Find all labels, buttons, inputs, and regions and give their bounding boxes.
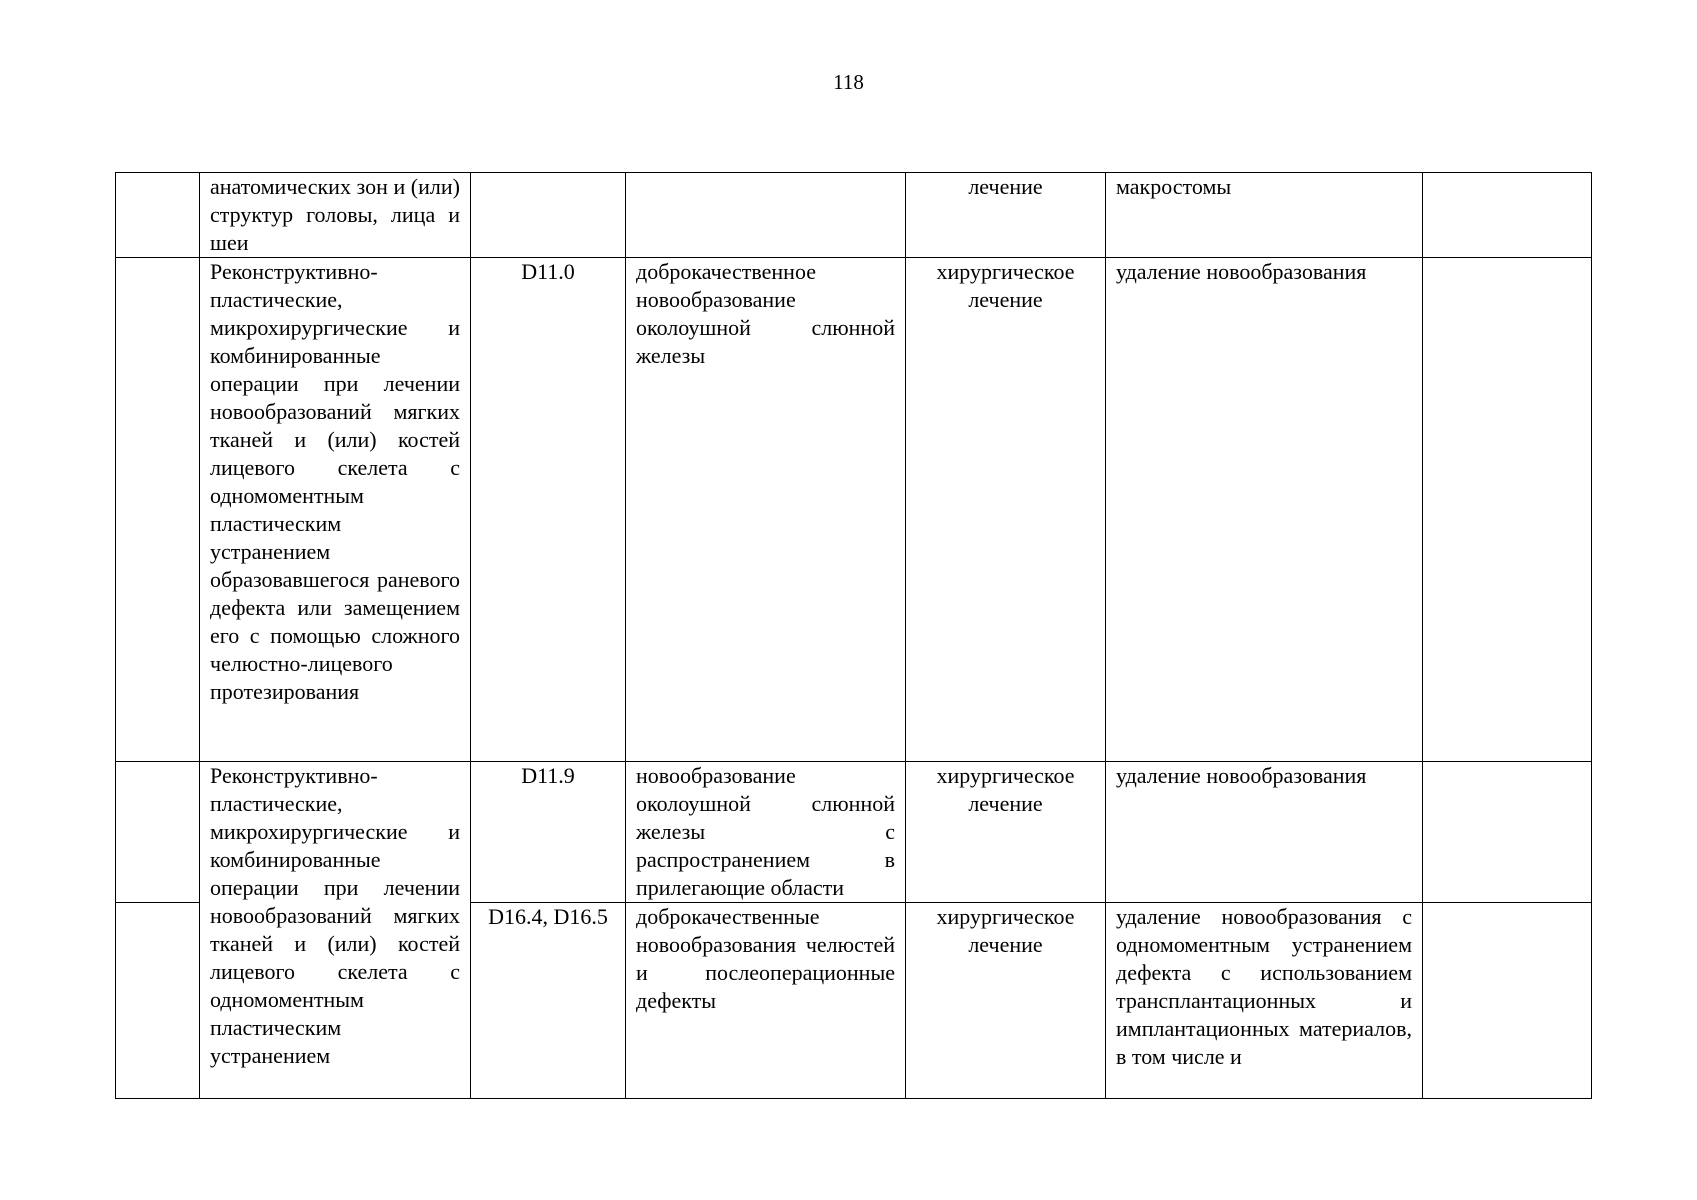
treatment-type-cell: лечение: [906, 173, 1106, 258]
extra-cell: [1423, 903, 1592, 1099]
icd-code-cell: [471, 173, 626, 258]
icd-code-cell: D11.9: [471, 762, 626, 903]
extra-cell: [1423, 762, 1592, 903]
procedure-name-cell: Реконструктивно-пластические, микрохирургические и комбинированные операции при лечении новообразований мягких тканей и (или) костей лицевого скелета с одномоментным пластическим устранением образовавшегося раневого дефекта или замещением его с помощью сложного челюстно-лицевого протезирования: [200, 258, 471, 762]
row-number-cell: [116, 258, 200, 762]
treatment-type-cell: хирургическое лечение: [906, 258, 1106, 762]
treatment-type-cell: хирургическое лечение: [906, 903, 1106, 1099]
table-row: [116, 762, 1592, 903]
icd-code-cell: D11.0: [471, 258, 626, 762]
treatment-method-cell: удаление новообразования: [1106, 258, 1423, 762]
extra-cell: [1423, 173, 1592, 258]
diagnosis-cell: доброкачественное новообразование околоушной слюнной железы: [626, 258, 906, 762]
treatment-method-cell: удаление новообразования с одномоментным устранением дефекта с использованием трансплантационных и имплантационных материалов, в том числе и: [1106, 903, 1423, 1099]
procedure-name-cell: Реконструктивно-пластические, микрохирургические и комбинированные операции при лечении новообразований мягких тканей и (или) костей лицевого скелета с одномоментным пластическим устранением: [200, 762, 471, 1099]
treatment-method-cell: макростомы: [1106, 173, 1423, 258]
row-number-cell: [116, 762, 200, 903]
table-row: [116, 258, 1592, 762]
treatment-type-cell: хирургическое лечение: [906, 762, 1106, 903]
medical-procedures-table: [115, 172, 1592, 1099]
treatment-method-cell: удаление новообразования: [1106, 762, 1423, 903]
procedure-name-cell: анатомических зон и (или) структур головы, лица и шеи: [200, 173, 471, 258]
row-number-cell: [116, 173, 200, 258]
icd-code-cell: D16.4, D16.5: [471, 903, 626, 1099]
diagnosis-cell: [626, 173, 906, 258]
diagnosis-cell: доброкачественные новообразования челюстей и послеоперационные дефекты: [626, 903, 906, 1099]
row-number-cell: [116, 903, 200, 1099]
page-number: 118: [833, 70, 864, 94]
table-row: [116, 173, 1592, 258]
diagnosis-cell: новообразование околоушной слюнной железы с распространением в прилегающие области: [626, 762, 906, 903]
extra-cell: [1423, 258, 1592, 762]
